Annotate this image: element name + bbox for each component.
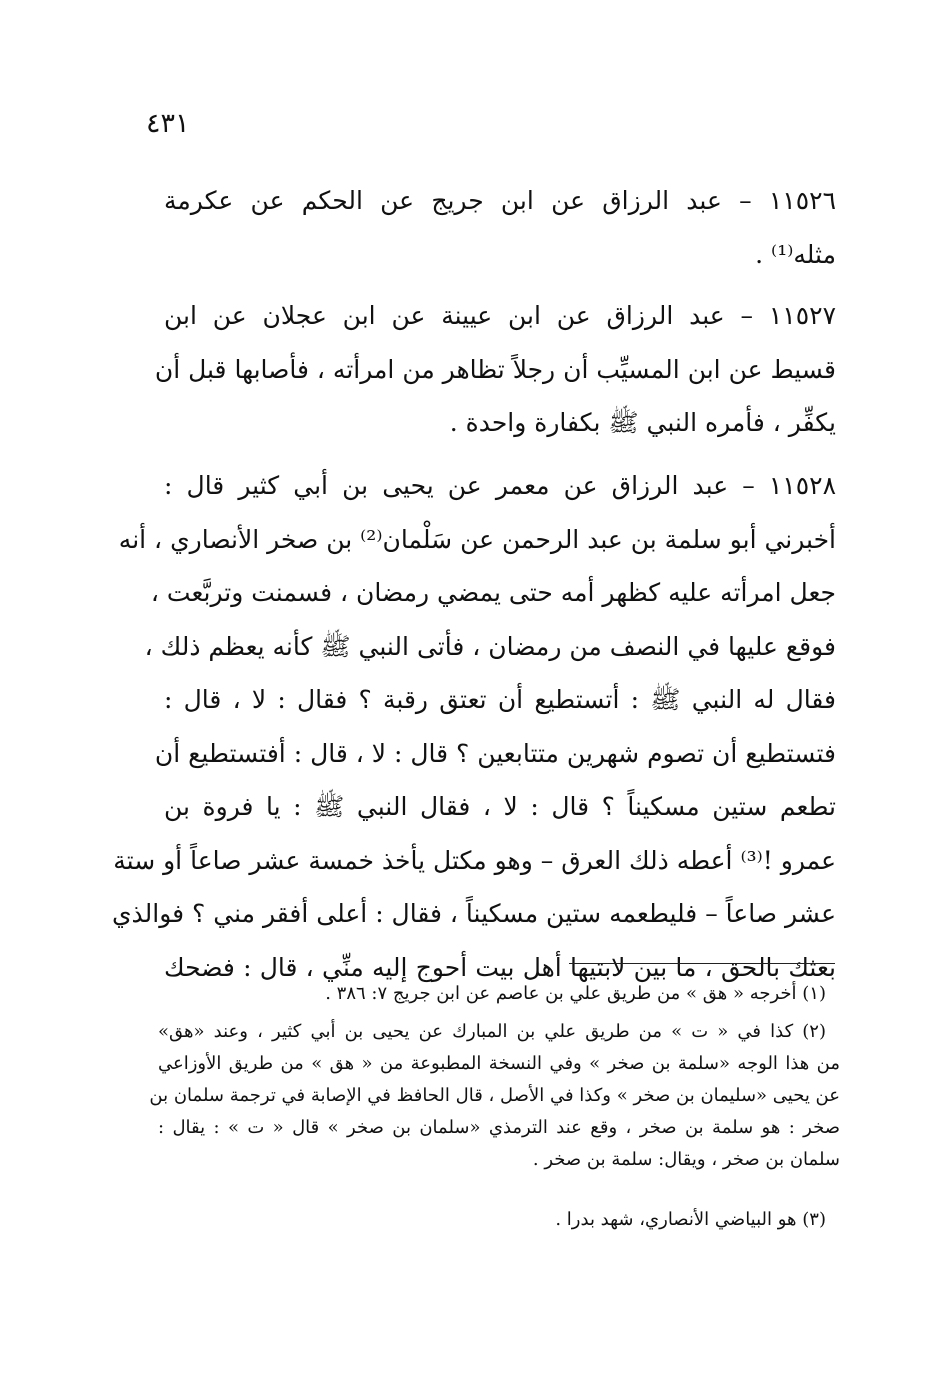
footnote-line: عن يحيى «سليمان بن صخر » وكذا في الأصل ، قال الحافظ في الإصابة في ترجمة سلمان بن xyxy=(149,1085,840,1106)
text-line: ١١٥٢٧ – عبد الرزاق عن ابن عيينة عن ابن عجلان عن ابن xyxy=(164,301,836,330)
text-line: ١١٥٢٨ – عبد الرزاق عن معمر عن يحيى بن أبي كثير قال : xyxy=(164,471,836,500)
footnote-line: (٢) كذا في « ت » من طريق علي بن المبارك عن يحيى بن أبي كثير ، وعند «هق» xyxy=(158,1021,826,1042)
footnote-line: (٣) هو البياضي الأنصاري، شهد بدرا . xyxy=(555,1209,826,1230)
text-line: ١١٥٢٦ – عبد الرزاق عن ابن جريج عن الحكم عن عكرمة xyxy=(164,186,836,215)
text-line: فوقع عليها في النصف من رمضان ، فأتى النبي ﷺ كأنه يعظم ذلك ، xyxy=(144,631,836,661)
footnote-line: سلمان بن صخر ، ويقال: سلمة بن صخر . xyxy=(532,1149,840,1170)
text-line: فتستطيع أن تصوم شهرين متتابعين ؟ قال : لا ، قال : أفتستطيع أن xyxy=(154,738,836,768)
footnote-3 xyxy=(158,1204,840,1236)
text-line: تطعم ستين مسكيناً ؟ قال : لا ، فقال النبي ﷺ : يا فروة بن xyxy=(164,792,836,821)
text-line: قسيط عن ابن المسيِّب أن رجلاً تظاهر من امرأته ، فأصابها قبل أن xyxy=(154,354,836,384)
footnote-divider xyxy=(569,963,835,964)
footnote-line: (١) أخرجه « هق » من طريق علي بن عاصم عن ابن جريج ٧: ٣٨٦ . xyxy=(325,983,826,1004)
page-number: ٤٣١ xyxy=(146,108,190,139)
text-line: بعثك بالحق ، ما بين لابتيها أهل بيت أحوج إليه منِّي ، قال : فضحك xyxy=(164,952,836,982)
text-line: عمرو !⁽³⁾ أعطه ذلك العرق – وهو مكتل يأخذ خمسة عشر صاعاً أو ستة xyxy=(113,845,836,875)
text-line: جعل امرأته عليه كظهر أمه حتى يمضي رمضان ، فسمنت وتربَّعت ، xyxy=(150,578,836,607)
footnote-1 xyxy=(158,978,840,1010)
footnote-line: صخر : هو سلمة بن صخر ، وقع عند الترمذي «سلمان بن صخر » قال « ت » : يقال : xyxy=(158,1117,840,1138)
hadith-11527 xyxy=(154,289,836,450)
footnote-line: من هذا الوجه «سلمة بن صخر » وفي النسخة المطبوعة من « هق » من طريق الأوزاعي xyxy=(158,1053,840,1074)
hadith-11528 xyxy=(111,459,836,994)
footnote-2 xyxy=(149,1016,840,1176)
hadith-11526 xyxy=(164,174,836,281)
text-line: يكفِّر ، فأمره النبي ﷺ بكفارة واحدة . xyxy=(449,408,836,437)
text-line: مثله⁽¹⁾ . xyxy=(755,239,836,269)
text-line: عشر صاعاً – فليطعمه ستين مسكيناً ، فقال : أعلى أفقر مني ؟ فوالذي xyxy=(111,899,836,928)
text-line: أخبرني أبو سلمة بن عبد الرحمن عن سَلْمان⁽²⁾ بن صخر الأنصاري ، أنه xyxy=(118,524,836,554)
text-line: فقال له النبي ﷺ : أتستطيع أن تعتق رقبة ؟ فقال : لا ، قال : xyxy=(164,685,836,714)
